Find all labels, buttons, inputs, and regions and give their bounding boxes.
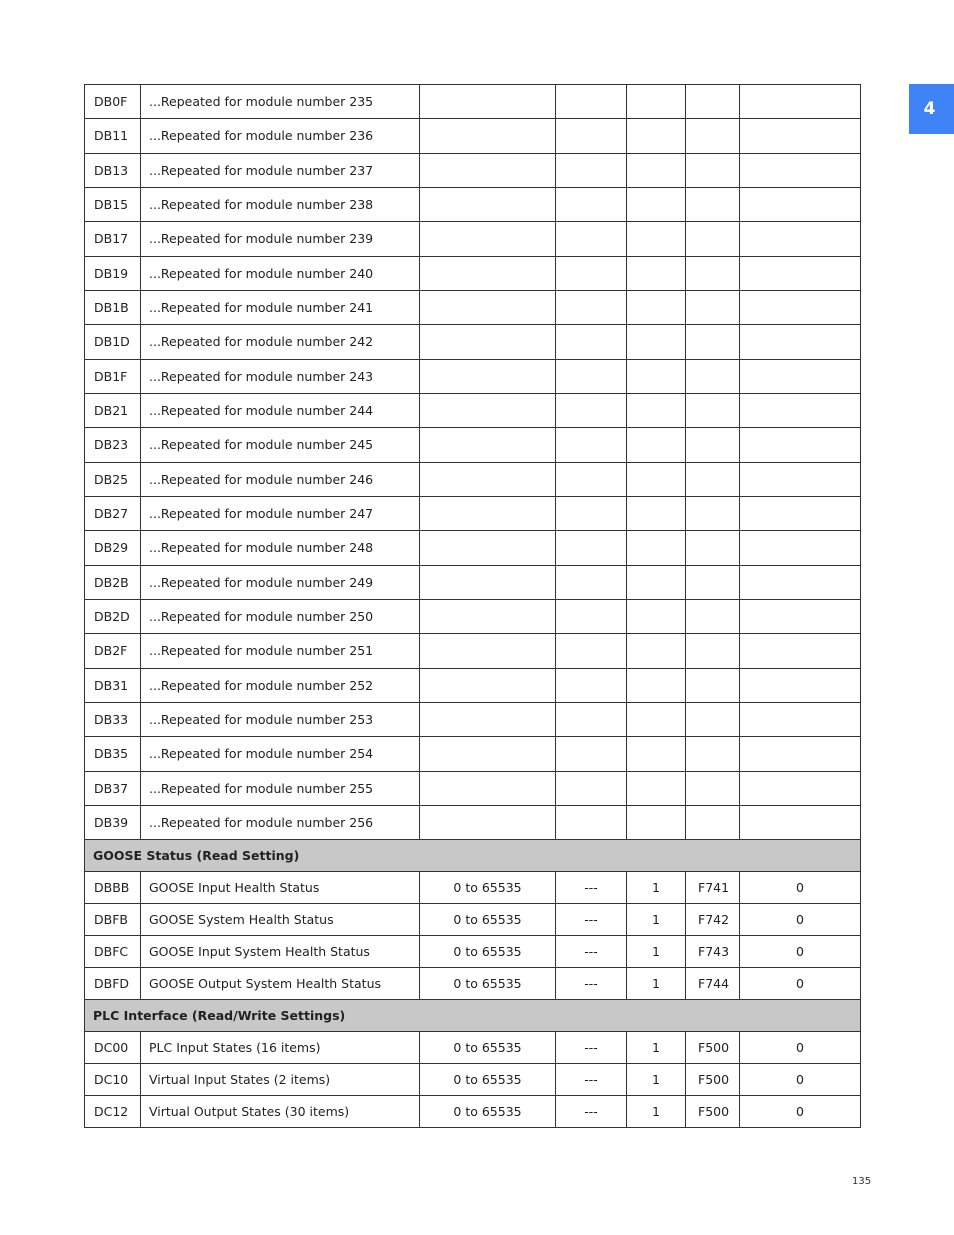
description-cell: ...Repeated for module number 235 (141, 85, 420, 119)
description-cell: ...Repeated for module number 242 (141, 325, 420, 359)
units-cell (556, 702, 627, 736)
range-cell (420, 462, 556, 496)
default-cell (740, 187, 861, 221)
range-cell: 0 to 65535 (420, 968, 556, 1000)
step-cell (627, 634, 686, 668)
description-cell: ...Repeated for module number 244 (141, 393, 420, 427)
format-cell (686, 359, 740, 393)
default-cell (740, 634, 861, 668)
range-cell (420, 668, 556, 702)
format-cell: F500 (686, 1096, 740, 1128)
range-cell: 0 to 65535 (420, 1032, 556, 1064)
table-row (85, 702, 861, 736)
step-cell (627, 771, 686, 805)
range-cell: 0 to 65535 (420, 936, 556, 968)
range-cell (420, 325, 556, 359)
address-cell: DB25 (85, 462, 141, 496)
address-cell: DB31 (85, 668, 141, 702)
table-row (85, 187, 861, 221)
units-cell (556, 359, 627, 393)
range-cell (420, 359, 556, 393)
step-cell (627, 428, 686, 462)
step-cell (627, 85, 686, 119)
units-cell (556, 187, 627, 221)
step-cell (627, 119, 686, 153)
units-cell: --- (556, 872, 627, 904)
address-cell: DC12 (85, 1096, 141, 1128)
format-cell (686, 325, 740, 359)
step-cell (627, 496, 686, 530)
table-row (85, 290, 861, 324)
description-cell: GOOSE System Health Status (141, 904, 420, 936)
table-row (85, 359, 861, 393)
step-cell: 1 (627, 872, 686, 904)
table-row (85, 393, 861, 427)
units-cell: --- (556, 904, 627, 936)
default-cell: 0 (740, 968, 861, 1000)
description-cell: ...Repeated for module number 243 (141, 359, 420, 393)
step-cell (627, 359, 686, 393)
default-cell: 0 (740, 872, 861, 904)
range-cell: 0 to 65535 (420, 1064, 556, 1096)
address-cell: DB15 (85, 187, 141, 221)
address-cell: DB23 (85, 428, 141, 462)
format-cell (686, 805, 740, 839)
section-title: GOOSE Status (Read Setting) (85, 840, 861, 872)
format-cell (686, 153, 740, 187)
format-cell (686, 599, 740, 633)
default-cell (740, 153, 861, 187)
address-cell: DB35 (85, 737, 141, 771)
units-cell (556, 565, 627, 599)
table-row (85, 153, 861, 187)
description-cell: GOOSE Output System Health Status (141, 968, 420, 1000)
table-row (85, 771, 861, 805)
address-cell: DB27 (85, 496, 141, 530)
step-cell (627, 153, 686, 187)
description-cell: ...Repeated for module number 245 (141, 428, 420, 462)
table-row (85, 1032, 861, 1064)
units-cell (556, 256, 627, 290)
default-cell (740, 290, 861, 324)
format-cell (686, 531, 740, 565)
step-cell (627, 565, 686, 599)
table-row (85, 119, 861, 153)
default-cell (740, 393, 861, 427)
range-cell (420, 702, 556, 736)
range-cell (420, 531, 556, 565)
range-cell (420, 771, 556, 805)
units-cell: --- (556, 936, 627, 968)
units-cell (556, 153, 627, 187)
address-cell: DBFD (85, 968, 141, 1000)
units-cell (556, 290, 627, 324)
address-cell: DB37 (85, 771, 141, 805)
table-row (85, 462, 861, 496)
description-cell: GOOSE Input Health Status (141, 872, 420, 904)
units-cell: --- (556, 1032, 627, 1064)
default-cell: 0 (740, 904, 861, 936)
description-cell: ...Repeated for module number 253 (141, 702, 420, 736)
step-cell (627, 325, 686, 359)
default-cell (740, 702, 861, 736)
table-row (85, 565, 861, 599)
step-cell (627, 599, 686, 633)
format-cell (686, 702, 740, 736)
section-header-row (85, 840, 861, 872)
units-cell (556, 393, 627, 427)
description-cell: Virtual Input States (2 items) (141, 1064, 420, 1096)
table-row (85, 496, 861, 530)
description-cell: ...Repeated for module number 256 (141, 805, 420, 839)
step-cell: 1 (627, 968, 686, 1000)
description-cell: PLC Input States (16 items) (141, 1032, 420, 1064)
format-cell (686, 668, 740, 702)
table-row (85, 1064, 861, 1096)
range-cell (420, 428, 556, 462)
table-row (85, 256, 861, 290)
table-row (85, 634, 861, 668)
units-cell (556, 771, 627, 805)
units-cell (556, 325, 627, 359)
address-cell: DB39 (85, 805, 141, 839)
format-cell: F743 (686, 936, 740, 968)
address-cell: DB17 (85, 222, 141, 256)
step-cell (627, 531, 686, 565)
format-cell: F744 (686, 968, 740, 1000)
default-cell (740, 599, 861, 633)
address-cell: DB13 (85, 153, 141, 187)
range-cell (420, 634, 556, 668)
step-cell (627, 290, 686, 324)
table-row (85, 668, 861, 702)
step-cell (627, 702, 686, 736)
units-cell (556, 496, 627, 530)
table-row (85, 904, 861, 936)
default-cell (740, 325, 861, 359)
default-cell (740, 359, 861, 393)
range-cell (420, 496, 556, 530)
table-row (85, 737, 861, 771)
step-cell (627, 805, 686, 839)
units-cell (556, 222, 627, 256)
default-cell: 0 (740, 1096, 861, 1128)
address-cell: DC10 (85, 1064, 141, 1096)
default-cell (740, 496, 861, 530)
step-cell (627, 187, 686, 221)
range-cell (420, 187, 556, 221)
format-cell (686, 119, 740, 153)
table-row (85, 531, 861, 565)
default-cell (740, 737, 861, 771)
description-cell: ...Repeated for module number 238 (141, 187, 420, 221)
step-cell (627, 256, 686, 290)
description-cell: ...Repeated for module number 248 (141, 531, 420, 565)
format-cell (686, 428, 740, 462)
table-row (85, 805, 861, 839)
format-cell (686, 496, 740, 530)
step-cell (627, 462, 686, 496)
format-cell (686, 737, 740, 771)
page-number: 135 (852, 1176, 872, 1187)
table-row (85, 1096, 861, 1128)
table-row (85, 599, 861, 633)
default-cell (740, 565, 861, 599)
range-cell: 0 to 65535 (420, 1096, 556, 1128)
format-cell (686, 393, 740, 427)
table-row (85, 428, 861, 462)
address-cell: DB29 (85, 531, 141, 565)
modbus-register-table (84, 84, 861, 1128)
address-cell: DB2B (85, 565, 141, 599)
description-cell: ...Repeated for module number 254 (141, 737, 420, 771)
format-cell (686, 634, 740, 668)
units-cell (556, 531, 627, 565)
chapter-tab: 4 (909, 84, 954, 134)
default-cell: 0 (740, 1064, 861, 1096)
range-cell (420, 290, 556, 324)
description-cell: Virtual Output States (30 items) (141, 1096, 420, 1128)
default-cell (740, 805, 861, 839)
step-cell: 1 (627, 1096, 686, 1128)
units-cell: --- (556, 968, 627, 1000)
format-cell: F500 (686, 1032, 740, 1064)
units-cell (556, 668, 627, 702)
range-cell (420, 805, 556, 839)
range-cell (420, 85, 556, 119)
format-cell (686, 565, 740, 599)
default-cell (740, 256, 861, 290)
range-cell: 0 to 65535 (420, 872, 556, 904)
description-cell: ...Repeated for module number 246 (141, 462, 420, 496)
default-cell (740, 428, 861, 462)
units-cell (556, 599, 627, 633)
units-cell: --- (556, 1064, 627, 1096)
default-cell (740, 85, 861, 119)
default-cell: 0 (740, 936, 861, 968)
description-cell: ...Repeated for module number 239 (141, 222, 420, 256)
step-cell: 1 (627, 904, 686, 936)
default-cell (740, 222, 861, 256)
description-cell: ...Repeated for module number 247 (141, 496, 420, 530)
units-cell: --- (556, 1096, 627, 1128)
units-cell (556, 119, 627, 153)
default-cell (740, 531, 861, 565)
units-cell (556, 462, 627, 496)
description-cell: ...Repeated for module number 240 (141, 256, 420, 290)
description-cell: ...Repeated for module number 255 (141, 771, 420, 805)
description-cell: ...Repeated for module number 241 (141, 290, 420, 324)
range-cell (420, 565, 556, 599)
units-cell (556, 428, 627, 462)
units-cell (556, 634, 627, 668)
units-cell (556, 805, 627, 839)
address-cell: DBFC (85, 936, 141, 968)
table-row (85, 872, 861, 904)
format-cell: F742 (686, 904, 740, 936)
step-cell (627, 737, 686, 771)
address-cell: DB11 (85, 119, 141, 153)
format-cell (686, 256, 740, 290)
format-cell (686, 462, 740, 496)
step-cell: 1 (627, 1064, 686, 1096)
step-cell (627, 668, 686, 702)
units-cell (556, 85, 627, 119)
format-cell (686, 290, 740, 324)
address-cell: DB2D (85, 599, 141, 633)
address-cell: DB0F (85, 85, 141, 119)
format-cell: F741 (686, 872, 740, 904)
range-cell (420, 153, 556, 187)
section-title: PLC Interface (Read/Write Settings) (85, 1000, 861, 1032)
step-cell: 1 (627, 1032, 686, 1064)
default-cell (740, 119, 861, 153)
table-row (85, 936, 861, 968)
description-cell: GOOSE Input System Health Status (141, 936, 420, 968)
range-cell (420, 393, 556, 427)
address-cell: DBBB (85, 872, 141, 904)
units-cell (556, 737, 627, 771)
range-cell (420, 222, 556, 256)
range-cell (420, 119, 556, 153)
range-cell (420, 737, 556, 771)
table-row (85, 222, 861, 256)
table-body (85, 85, 861, 1128)
range-cell (420, 599, 556, 633)
section-header-row (85, 1000, 861, 1032)
default-cell: 0 (740, 1032, 861, 1064)
table-row (85, 85, 861, 119)
description-cell: ...Repeated for module number 249 (141, 565, 420, 599)
range-cell (420, 256, 556, 290)
address-cell: DB33 (85, 702, 141, 736)
format-cell (686, 187, 740, 221)
address-cell: DB1B (85, 290, 141, 324)
format-cell (686, 222, 740, 256)
step-cell (627, 222, 686, 256)
address-cell: DB19 (85, 256, 141, 290)
description-cell: ...Repeated for module number 251 (141, 634, 420, 668)
description-cell: ...Repeated for module number 250 (141, 599, 420, 633)
step-cell: 1 (627, 936, 686, 968)
description-cell: ...Repeated for module number 252 (141, 668, 420, 702)
format-cell (686, 771, 740, 805)
address-cell: DC00 (85, 1032, 141, 1064)
step-cell (627, 393, 686, 427)
default-cell (740, 668, 861, 702)
format-cell (686, 85, 740, 119)
description-cell: ...Repeated for module number 236 (141, 119, 420, 153)
default-cell (740, 771, 861, 805)
description-cell: ...Repeated for module number 237 (141, 153, 420, 187)
address-cell: DB1F (85, 359, 141, 393)
address-cell: DB2F (85, 634, 141, 668)
default-cell (740, 462, 861, 496)
address-cell: DB1D (85, 325, 141, 359)
address-cell: DBFB (85, 904, 141, 936)
address-cell: DB21 (85, 393, 141, 427)
table-row (85, 325, 861, 359)
range-cell: 0 to 65535 (420, 904, 556, 936)
table-row (85, 968, 861, 1000)
format-cell: F500 (686, 1064, 740, 1096)
